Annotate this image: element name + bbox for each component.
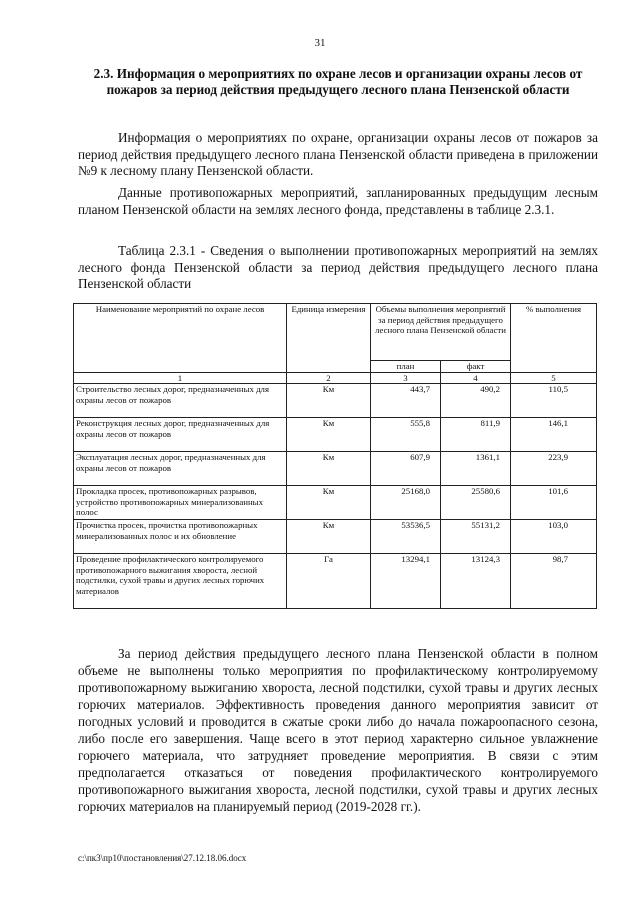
row-percent: 146,1	[511, 418, 597, 452]
row-plan: 555,8	[371, 418, 441, 452]
header-volumes: Объемы выполнения мероприятий за период действия предыдущего лесного плана Пензенской области	[371, 304, 511, 361]
row-name: Эксплуатация лесных дорог, предназначенных для охраны лесов от пожаров	[74, 452, 287, 486]
header-plan: план	[371, 361, 441, 373]
col-number: 3	[371, 372, 441, 384]
table-header-row	[74, 304, 597, 361]
row-plan: 443,7	[371, 384, 441, 418]
row-plan: 607,9	[371, 452, 441, 486]
row-fact: 490,2	[441, 384, 511, 418]
row-plan: 53536,5	[371, 520, 441, 554]
row-unit: Км	[287, 486, 371, 520]
row-fact: 811,9	[441, 418, 511, 452]
table-caption: Таблица 2.3.1 - Сведения о выполнении противопожарных мероприятий на землях лесного фонда Пензенской области за период действия предыдущего лесного плана Пензенской области	[78, 243, 598, 291]
row-name: Прокладка просек, противопожарных разрывов, устройство противопожарных минерализованных полос	[74, 486, 287, 520]
col-number: 2	[287, 372, 371, 384]
header-name: Наименование мероприятий по охране лесов	[74, 304, 287, 373]
row-fact: 25580,6	[441, 486, 511, 520]
row-fact: 55131,2	[441, 520, 511, 554]
row-percent: 223,9	[511, 452, 597, 486]
row-percent: 110,5	[511, 384, 597, 418]
row-name: Проведение профилактического контролируемого противопожарного выжигания хвороста, лесной подстилки, сухой травы и других лесных горючих материалов	[74, 554, 287, 609]
row-percent: 103,0	[511, 520, 597, 554]
row-name: Реконструкция лесных дорог, предназначенных для охраны лесов от пожаров	[74, 418, 287, 452]
header-unit: Единица измерения	[287, 304, 371, 373]
intro-paragraph: Информация о мероприятиях по охране, организации охраны лесов от пожаров за период действия предыдущего лесного плана Пензенской области приведена в приложении №9 к лесному плану Пензенской области.	[78, 130, 598, 178]
row-unit: Км	[287, 384, 371, 418]
conclusion-paragraph: За период действия предыдущего лесного плана Пензенской области в полном объеме не выполнены только мероприятия по профилактическому контролируемому противопожарному выжиганию хвороста, лесной подстилки, сухой травы и других лесных горючих материалов. Эффективность проведения данного мероприятия зависит от погодных условий и проводится в сжатые сроки либо до начала пожароопасного сезона, либо после его завершения. Чаще всего в этот период характерно сильное увлажнение горючего материала, что затрудняет проведение мероприятия. В связи с этим предполагается отказаться от поведения профилактического контролируемого противопожарного выжигания хвороста, лесной подстилки, сухой травы и других лесных горючих материалов на планируемый период (2019-2028 гг.).	[78, 646, 598, 814]
row-unit: Га	[287, 554, 371, 609]
row-fact: 1361,1	[441, 452, 511, 486]
data-paragraph: Данные противопожарных мероприятий, запланированных предыдущим лесным планом Пензенской области на землях лесного фонда, представлены в таблице 2.3.1.	[78, 185, 598, 217]
table-row	[74, 452, 597, 486]
row-unit: Км	[287, 520, 371, 554]
col-number: 4	[441, 372, 511, 384]
header-percent: % выполнения	[511, 304, 597, 373]
table-row	[74, 554, 597, 609]
row-plan: 13294,1	[371, 554, 441, 609]
row-percent: 101,6	[511, 486, 597, 520]
row-unit: Км	[287, 418, 371, 452]
row-percent: 98,7	[511, 554, 597, 609]
section-heading: 2.3. Информация о мероприятиях по охране лесов и организации охраны лесов от пожаров за период действия предыдущего лесного плана Пензенской области	[93, 66, 583, 97]
fire-measures-table	[73, 303, 597, 609]
table-row	[74, 418, 597, 452]
table-row	[74, 486, 597, 520]
col-number: 5	[511, 372, 597, 384]
row-unit: Км	[287, 452, 371, 486]
column-number-row	[74, 372, 597, 384]
row-plan: 25168,0	[371, 486, 441, 520]
col-number: 1	[74, 372, 287, 384]
row-name: Прочистка просек, прочистка противопожарных минерализованных полос и их обновление	[74, 520, 287, 554]
table-row	[74, 520, 597, 554]
row-fact: 13124,3	[441, 554, 511, 609]
table-row	[74, 384, 597, 418]
header-fact: факт	[441, 361, 511, 373]
page-number: 31	[314, 37, 326, 49]
footer-file-path: c:\пк3\пр10\постановления\27.12.18.06.docx	[78, 853, 247, 863]
row-name: Строительство лесных дорог, предназначенных для охраны лесов от пожаров	[74, 384, 287, 418]
